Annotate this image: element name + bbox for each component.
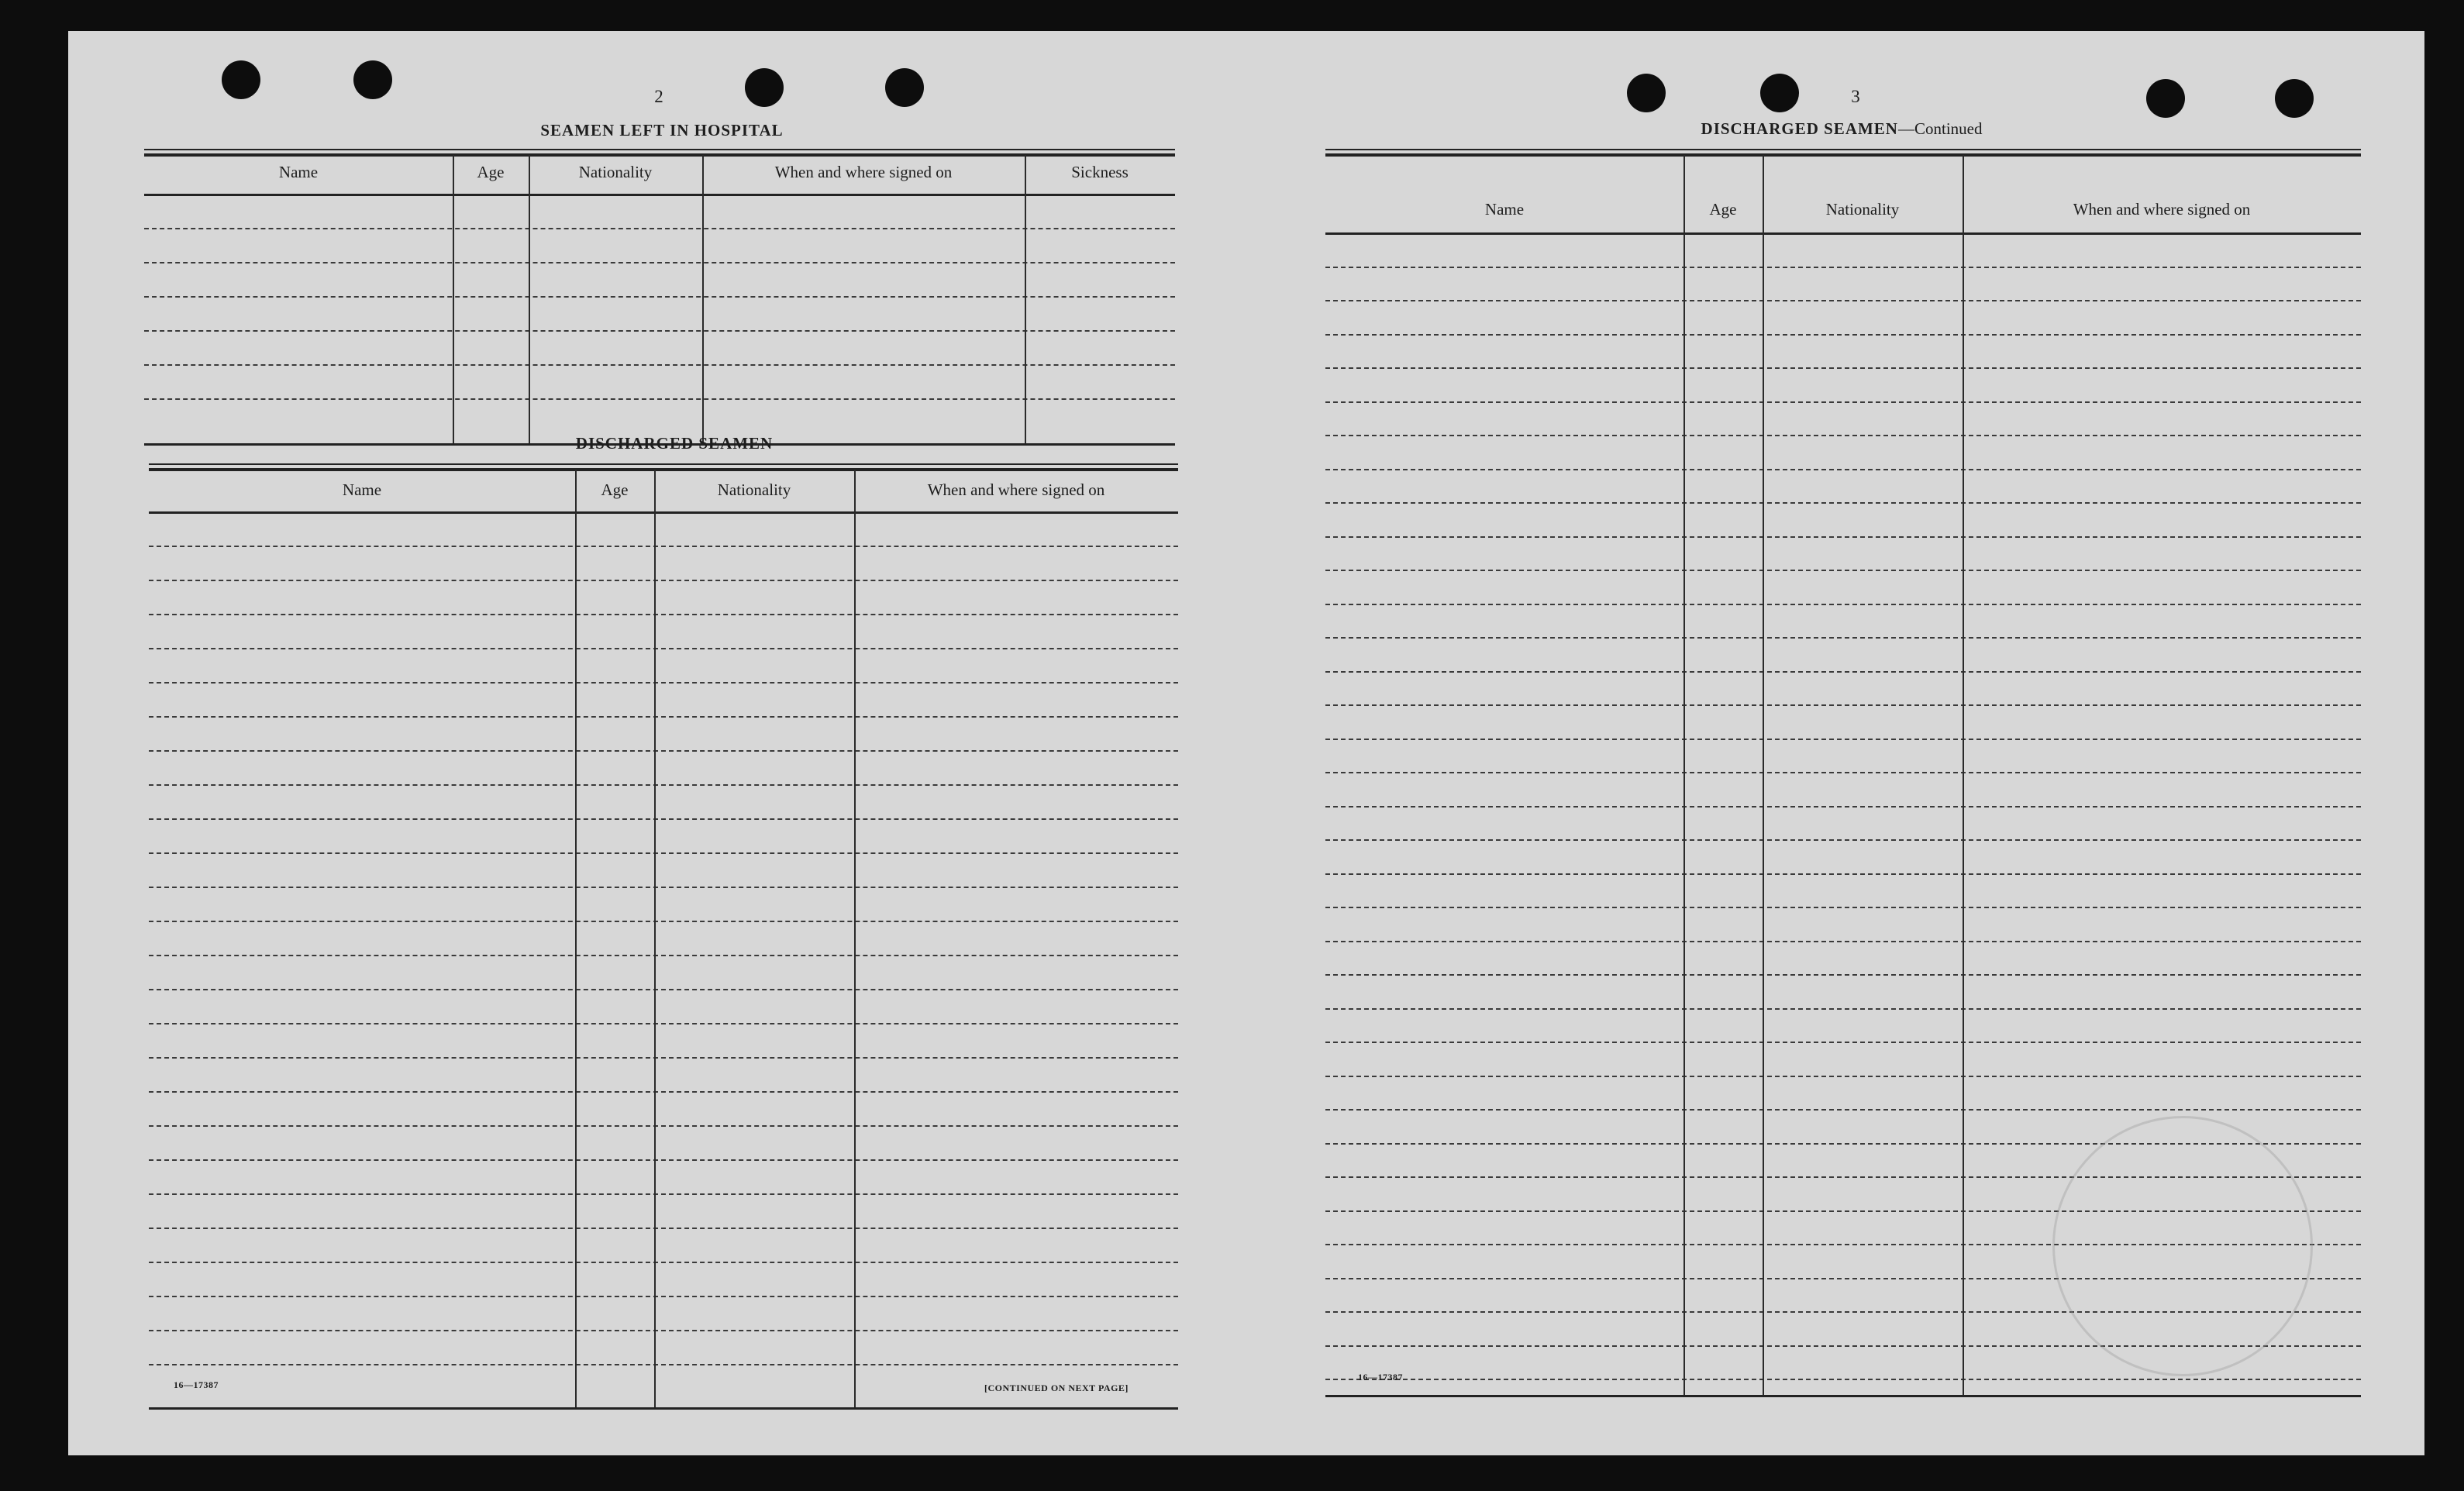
table-row[interactable] <box>149 648 1178 649</box>
table-row[interactable] <box>149 1125 1178 1127</box>
column-divider <box>1025 155 1026 443</box>
table-row[interactable] <box>1325 401 2361 403</box>
continued-suffix: —Continued <box>1897 119 1983 138</box>
column-header-age: Age <box>477 163 505 181</box>
punch-hole <box>222 60 260 99</box>
page-number-right: 3 <box>1851 87 1860 106</box>
punch-hole <box>885 68 924 107</box>
column-header-when-and-where-signed-on: When and where signed on <box>774 163 953 181</box>
table-row[interactable] <box>1325 1042 2361 1043</box>
form-sheet <box>68 31 2424 1455</box>
table-row[interactable] <box>1325 671 2361 673</box>
table-row[interactable] <box>144 228 1175 229</box>
column-divider <box>1683 155 1685 1395</box>
table-row[interactable] <box>144 330 1175 332</box>
table-row[interactable] <box>149 989 1178 990</box>
table-row[interactable] <box>1325 873 2361 875</box>
discharged-section-title: DISCHARGED SEAMEN <box>575 434 774 453</box>
table-row[interactable] <box>1325 300 2361 301</box>
punch-hole <box>745 68 784 107</box>
table-row[interactable] <box>149 1057 1178 1059</box>
table-row[interactable] <box>149 921 1178 922</box>
table-row[interactable] <box>149 1296 1178 1297</box>
column-divider <box>654 470 656 1407</box>
continued-note: [CONTINUED ON NEXT PAGE] <box>984 1383 1129 1393</box>
column-divider <box>575 470 577 1407</box>
table-row[interactable] <box>149 1364 1178 1365</box>
discharged-continued-title-main: DISCHARGED SEAMEN <box>1701 119 1898 138</box>
table-row[interactable] <box>149 682 1178 684</box>
table-row[interactable] <box>1325 435 2361 436</box>
column-divider <box>854 470 856 1407</box>
table-row[interactable] <box>1325 1109 2361 1111</box>
table-row[interactable] <box>149 1193 1178 1195</box>
header-rule <box>1325 232 2361 235</box>
hospital-table <box>144 149 1175 445</box>
column-divider <box>1763 155 1764 1395</box>
column-header-nationality: Nationality <box>578 163 653 181</box>
table-row[interactable] <box>1325 1379 2361 1380</box>
table-row[interactable] <box>1325 367 2361 369</box>
table-row[interactable] <box>1325 469 2361 470</box>
table-row[interactable] <box>149 614 1178 615</box>
column-header-name: Name <box>1484 200 1525 219</box>
table-bottom-rule <box>149 1407 1178 1410</box>
table-row[interactable] <box>149 580 1178 581</box>
table-row[interactable] <box>149 1262 1178 1263</box>
table-bottom-rule <box>1325 1395 2361 1397</box>
column-header-name: Name <box>278 163 319 181</box>
table-row[interactable] <box>1325 974 2361 976</box>
punch-hole <box>353 60 392 99</box>
column-header-when-and-where-signed-on: When and where signed on <box>2073 200 2251 219</box>
column-divider <box>702 155 704 443</box>
form-number-right: 16—17387 <box>1358 1372 1403 1383</box>
column-header-age: Age <box>601 480 629 499</box>
table-row[interactable] <box>1325 772 2361 773</box>
table-row[interactable] <box>1325 334 2361 336</box>
column-divider <box>1963 155 1964 1395</box>
table-row[interactable] <box>1325 502 2361 504</box>
table-row[interactable] <box>1325 267 2361 268</box>
table-row[interactable] <box>149 1330 1178 1331</box>
table-row[interactable] <box>149 852 1178 854</box>
column-header-when-and-where-signed-on: When and where signed on <box>927 480 1105 499</box>
table-row[interactable] <box>149 1091 1178 1093</box>
table-row[interactable] <box>149 784 1178 786</box>
table-row[interactable] <box>1325 704 2361 706</box>
table-row[interactable] <box>144 364 1175 366</box>
table-row[interactable] <box>149 818 1178 820</box>
table-row[interactable] <box>1325 806 2361 807</box>
column-divider <box>529 155 530 443</box>
table-row[interactable] <box>149 955 1178 956</box>
table-row[interactable] <box>1325 1076 2361 1077</box>
form-number-left: 16—17387 <box>174 1379 219 1390</box>
table-row[interactable] <box>149 887 1178 888</box>
table-row[interactable] <box>1325 604 2361 605</box>
table-row[interactable] <box>149 1023 1178 1024</box>
table-row[interactable] <box>1325 1008 2361 1010</box>
punch-hole <box>2275 79 2314 118</box>
table-row[interactable] <box>1325 907 2361 908</box>
table-row[interactable] <box>1325 570 2361 571</box>
column-header-sickness: Sickness <box>1071 163 1129 181</box>
table-row[interactable] <box>149 546 1178 547</box>
column-header-nationality: Nationality <box>717 480 791 499</box>
table-row[interactable] <box>149 716 1178 718</box>
punch-hole <box>1760 74 1799 112</box>
column-divider <box>453 155 454 443</box>
header-rule <box>144 194 1175 196</box>
postmark-stamp <box>2052 1116 2313 1376</box>
table-row[interactable] <box>144 262 1175 263</box>
discharged-continued-title <box>1701 119 1983 139</box>
hospital-section-title: SEAMEN LEFT IN HOSPITAL <box>540 121 784 139</box>
table-row[interactable] <box>149 1228 1178 1229</box>
table-row[interactable] <box>144 398 1175 400</box>
table-row[interactable] <box>1325 839 2361 841</box>
table-row[interactable] <box>1325 739 2361 740</box>
table-row[interactable] <box>1325 536 2361 538</box>
table-row[interactable] <box>149 750 1178 752</box>
table-row[interactable] <box>144 296 1175 298</box>
discharged-table <box>149 463 1178 1409</box>
column-header-nationality: Nationality <box>1825 200 1900 219</box>
punch-hole <box>1627 74 1666 112</box>
punch-hole <box>2146 79 2185 118</box>
column-header-age: Age <box>1709 200 1737 219</box>
header-rule <box>149 511 1178 514</box>
table-row[interactable] <box>1325 941 2361 942</box>
table-row[interactable] <box>149 1159 1178 1161</box>
page-number-left: 2 <box>654 87 663 106</box>
column-header-name: Name <box>342 480 382 499</box>
table-row[interactable] <box>1325 637 2361 639</box>
